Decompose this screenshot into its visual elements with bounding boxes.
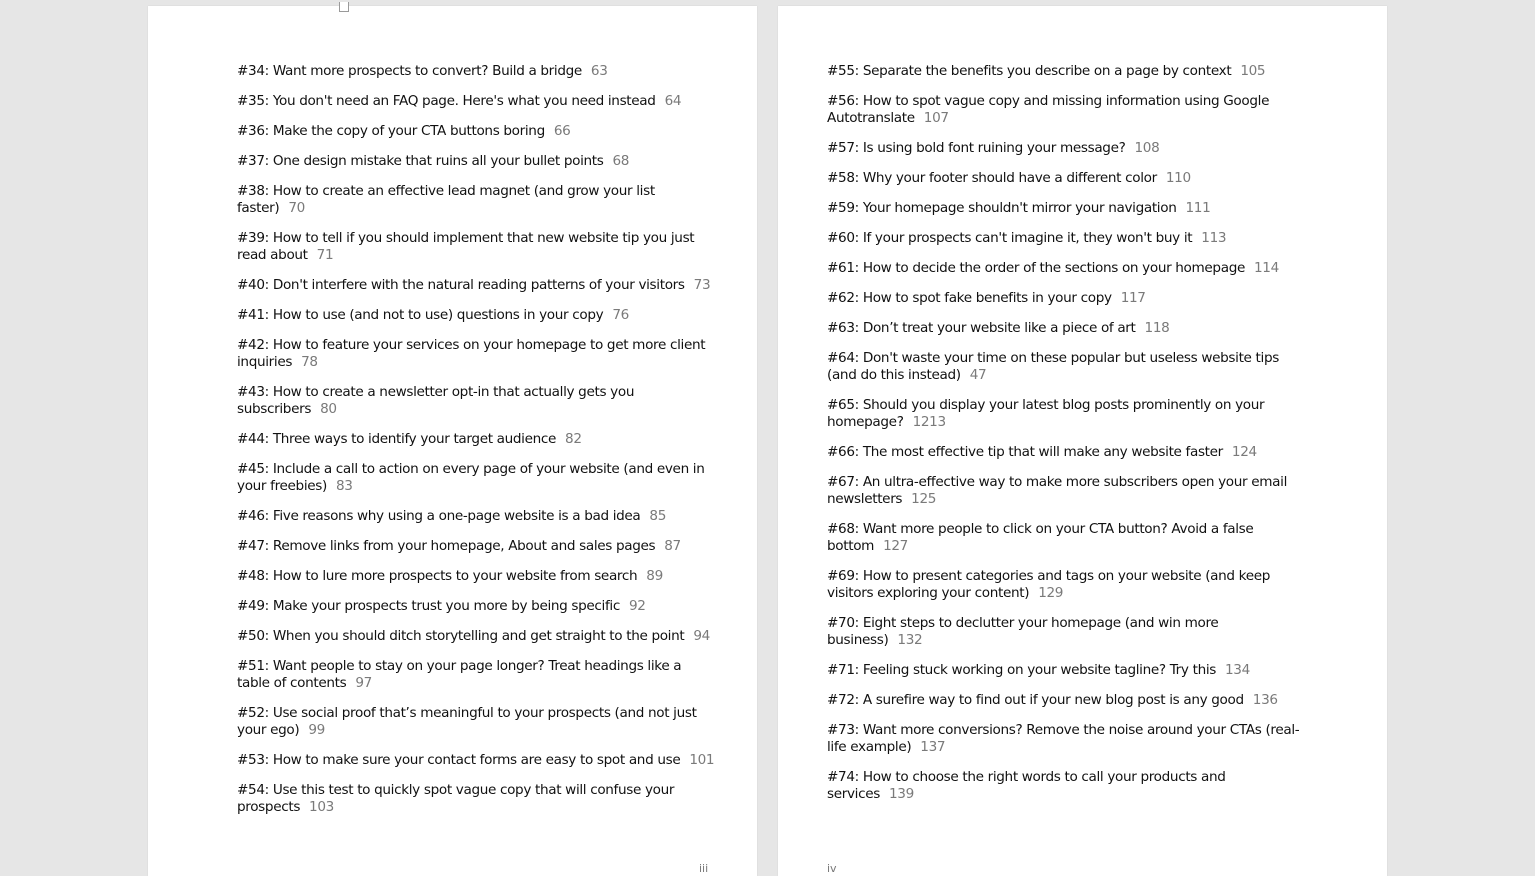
toc-entry-page-number: 76	[612, 307, 629, 323]
toc-entry-page-number: 114	[1254, 260, 1279, 276]
toc-entry-title: #68: Want more people to click on your CTA button? Avoid a false bottom	[827, 521, 1254, 554]
toc-entry-title: #36: Make the copy of your CTA buttons boring	[237, 123, 545, 139]
toc-entry-page-number: 70	[288, 200, 305, 216]
toc-entry-title: #61: How to decide the order of the sections on your homepage	[827, 260, 1245, 276]
toc-entry-page-number: 83	[335, 478, 353, 494]
toc-entry-page-number: 127	[883, 538, 908, 554]
toc-entry-page-number: 134	[1225, 662, 1250, 678]
toc-entry-title: #57: Is using bold font ruining your message?	[827, 140, 1126, 156]
toc-entry-title: #58: Why your footer should have a different color	[827, 170, 1157, 186]
toc-entry-page-number: 71	[316, 247, 334, 263]
toc-entry-title: #48: How to lure more prospects to your website from search	[237, 568, 638, 584]
toc-entry[interactable]	[237, 628, 717, 645]
toc-entry[interactable]	[827, 170, 1307, 187]
toc-entry-title: #53: How to make sure your contact forms are easy to spot and use	[237, 752, 681, 768]
toc-entry-title: #39: How to tell if you should implement that new website tip you just read about	[237, 230, 695, 263]
toc-entry-title: #54: Use this test to quickly spot vague copy that will confuse your prospects	[237, 782, 675, 815]
toc-entry[interactable]	[827, 93, 1307, 127]
toc-entry[interactable]	[827, 350, 1307, 384]
toc-entry-title: #42: How to feature your services on your homepage to get more client inquiries	[237, 337, 706, 370]
toc-entry-title: #47: Remove links from your homepage, About and sales pages	[237, 538, 656, 554]
toc-entry-page-number: 124	[1231, 444, 1257, 460]
page-number: iii	[699, 862, 709, 875]
toc-entry-page-number: 85	[649, 508, 667, 524]
toc-entry[interactable]	[237, 461, 717, 495]
toc-entry[interactable]	[827, 290, 1307, 307]
toc-entry[interactable]	[237, 431, 717, 448]
toc-entry-title: #40: Don't interfere with the natural reading patterns of your visitors	[237, 277, 685, 293]
toc-entry[interactable]	[237, 153, 717, 170]
toc-entry-page-number: 92	[628, 598, 646, 614]
toc-entry[interactable]	[237, 782, 717, 816]
toc-entry-page-number: 129	[1038, 585, 1064, 601]
toc-entry-title: #63: Don’t treat your website like a piece of art	[827, 320, 1136, 336]
toc-entry-title: #71: Feeling stuck working on your website tagline? Try this	[827, 662, 1216, 678]
toc-entry-page-number: 139	[888, 786, 914, 802]
toc-entry-page-number: 78	[301, 354, 318, 370]
toc-entry[interactable]	[827, 397, 1307, 431]
toc-entry[interactable]	[827, 140, 1307, 157]
toc-entry[interactable]	[237, 658, 717, 692]
toc-entry-page-number: 111	[1185, 200, 1211, 216]
toc-entry-title: #73: Want more conversions? Remove the noise around your CTAs (real-life example)	[827, 722, 1300, 755]
toc-entry-page-number: 80	[320, 401, 337, 417]
toc-entry-title: #38: How to create an effective lead magnet (and grow your list faster)	[237, 183, 655, 216]
toc-entry-page-number: 125	[911, 491, 937, 507]
toc-entry[interactable]	[827, 444, 1307, 461]
toc-entry-page-number: 97	[355, 675, 372, 691]
toc-entry-page-number: 82	[565, 431, 582, 447]
toc-entry-title: #64: Don't waste your time on these popular but useless website tips (and do this instead)	[827, 350, 1279, 383]
toc-entry-title: #41: How to use (and not to use) questions in your copy	[237, 307, 604, 323]
toc-entry[interactable]	[827, 722, 1307, 756]
toc-entry-title: #65: Should you display your latest blog posts prominently on your homepage?	[827, 397, 1265, 430]
toc-entry[interactable]	[827, 692, 1307, 709]
toc-entry[interactable]	[237, 123, 717, 140]
toc-entry-title: #51: Want people to stay on your page longer? Treat headings like a table of contents	[237, 658, 682, 691]
toc-entry-title: #49: Make your prospects trust you more by being specific	[237, 598, 620, 614]
toc-entry-page-number: 105	[1240, 63, 1266, 79]
toc-entry-page-number: 99	[308, 722, 325, 738]
toc-entry-title: #34: Want more prospects to convert? Build a bridge	[237, 63, 582, 79]
toc-entry-page-number: 64	[664, 93, 682, 109]
toc-entry[interactable]	[237, 752, 717, 769]
toc-entry-page-number: 113	[1201, 230, 1227, 246]
toc-entry[interactable]	[237, 183, 717, 217]
crop-mark	[339, 2, 349, 12]
toc-entry[interactable]	[237, 93, 717, 110]
toc-entry[interactable]	[827, 662, 1307, 679]
toc-entry-page-number: 107	[923, 110, 949, 126]
toc-entry[interactable]	[827, 260, 1307, 277]
toc-entry-page-number: 68	[612, 153, 630, 169]
toc-entry-title: #45: Include a call to action on every page of your website (and even in your freebies)	[237, 461, 705, 494]
toc-entry-page-number: 89	[646, 568, 663, 584]
toc-entry-title: #56: How to spot vague copy and missing information using Google Autotranslate	[827, 93, 1270, 126]
document-page-right	[778, 6, 1387, 876]
toc-entry-page-number: 66	[553, 123, 571, 139]
toc-entry[interactable]	[827, 769, 1307, 803]
toc-entry-page-number: 110	[1165, 170, 1191, 186]
toc-entry-title: #66: The most effective tip that will make any website faster	[827, 444, 1223, 460]
toc-entry-title: #67: An ultra-effective way to make more subscribers open your email newsletters	[827, 474, 1287, 507]
toc-entry[interactable]	[237, 538, 717, 555]
toc-entry-page-number: 47	[969, 367, 987, 383]
toc-entry-page-number: 103	[309, 799, 334, 815]
toc-entry[interactable]	[827, 568, 1307, 602]
toc-entry[interactable]	[237, 705, 717, 739]
toc-entry[interactable]	[237, 508, 717, 525]
toc-entry[interactable]	[827, 200, 1307, 217]
toc-entry-page-number: 117	[1120, 290, 1146, 306]
toc-entry-title: #55: Separate the benefits you describe on a page by context	[827, 63, 1232, 79]
toc-entry-title: #46: Five reasons why using a one-page website is a bad idea	[237, 508, 641, 524]
toc-entry-title: #44: Three ways to identify your target audience	[237, 431, 557, 447]
toc-entry[interactable]	[237, 63, 717, 80]
toc-entry[interactable]	[237, 277, 717, 294]
toc-entry[interactable]	[237, 568, 717, 585]
toc-entry-title: #43: How to create a newsletter opt-in that actually gets you subscribers	[237, 384, 635, 417]
toc-entry[interactable]	[237, 337, 717, 371]
toc-entry[interactable]	[827, 474, 1307, 508]
toc-entry-page-number: 136	[1252, 692, 1278, 708]
page-number: iv	[827, 862, 837, 875]
toc-entry-title: #59: Your homepage shouldn't mirror your navigation	[827, 200, 1177, 216]
toc-entry[interactable]	[237, 230, 717, 264]
toc-entry-title: #37: One design mistake that ruins all your bullet points	[237, 153, 604, 169]
toc-entry-title: #74: How to choose the right words to call your products and services	[827, 769, 1226, 802]
toc-entry-title: #72: A surefire way to find out if your new blog post is any good	[827, 692, 1244, 708]
toc-entry-title: #62: How to spot fake benefits in your copy	[827, 290, 1112, 306]
toc-entry[interactable]	[237, 384, 717, 418]
toc-entry-page-number: 73	[693, 277, 711, 293]
toc-entry[interactable]	[827, 63, 1307, 80]
toc-entry-page-number: 108	[1134, 140, 1160, 156]
toc-entry[interactable]	[827, 320, 1307, 337]
toc-entry[interactable]	[237, 598, 717, 615]
toc-entry-title: #69: How to present categories and tags on your website (and keep visitors exploring your content)	[827, 568, 1271, 601]
toc-entry-page-number: 1213	[912, 414, 946, 430]
toc-entry-page-number: 132	[897, 632, 923, 648]
toc-entry-page-number: 101	[689, 752, 715, 768]
toc-entry-page-number: 118	[1144, 320, 1170, 336]
toc-entry-title: #60: If your prospects can't imagine it, they won't buy it	[827, 230, 1193, 246]
toc-entry-title: #52: Use social proof that’s meaningful to your prospects (and not just your ego)	[237, 705, 697, 738]
toc-entry[interactable]	[827, 521, 1307, 555]
toc-entry-page-number: 94	[693, 628, 710, 644]
toc-entry-page-number: 137	[920, 739, 946, 755]
toc-entry-page-number: 63	[590, 63, 608, 79]
toc-entry-title: #50: When you should ditch storytelling and get straight to the point	[237, 628, 685, 644]
table-of-contents-right	[827, 63, 1307, 816]
toc-entry[interactable]	[237, 307, 717, 324]
toc-entry[interactable]	[827, 230, 1307, 247]
document-page-left	[148, 6, 757, 876]
table-of-contents-left	[237, 63, 717, 829]
toc-entry-title: #70: Eight steps to declutter your homepage (and win more business)	[827, 615, 1219, 648]
toc-entry-page-number: 87	[664, 538, 681, 554]
toc-entry-title: #35: You don't need an FAQ page. Here's what you need instead	[237, 93, 656, 109]
toc-entry[interactable]	[827, 615, 1307, 649]
